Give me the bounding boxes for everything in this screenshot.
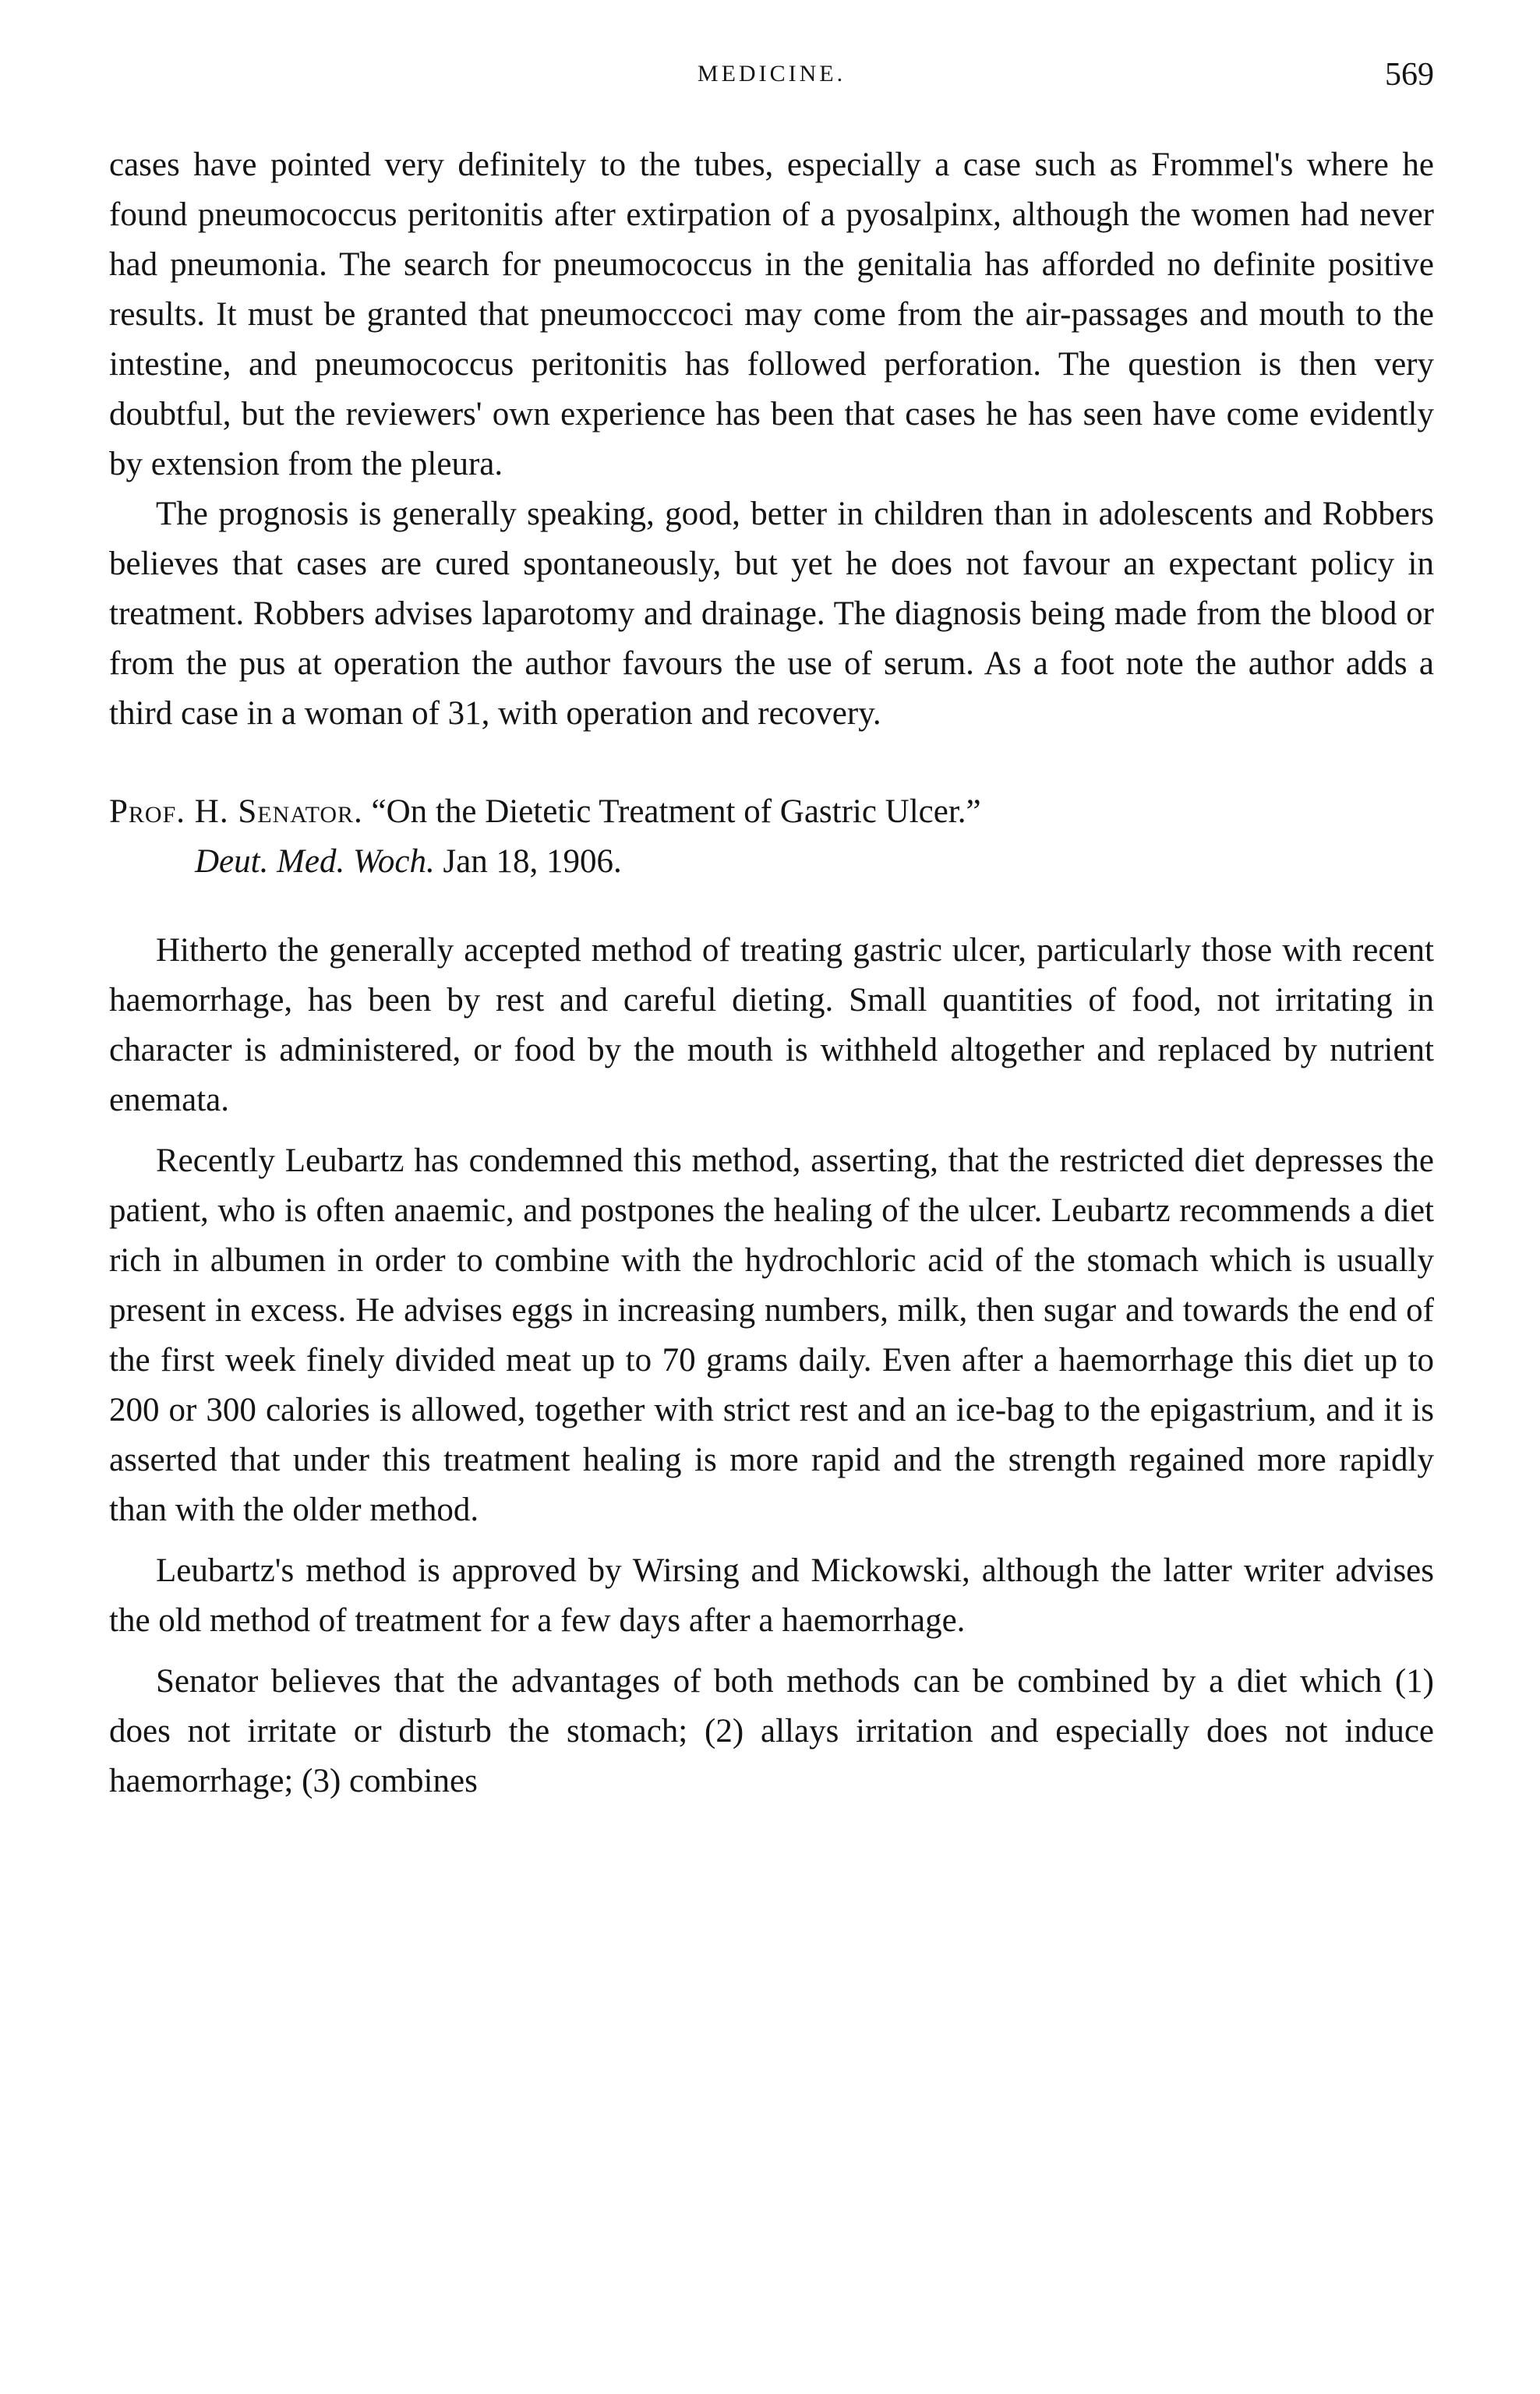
page-number: 569 xyxy=(1385,57,1434,93)
article-citation xyxy=(109,787,1434,887)
citation-date: Jan 18, 1906. xyxy=(443,843,622,880)
paragraph-senator-view: Senator believes that the advantages of both methods can be combined by a diet which (1) does not irritate or disturb the stomach; (2) allays irritation and especially does not induce haemorrhage; (3) combines xyxy=(109,1663,1434,1799)
running-head xyxy=(109,57,1434,108)
paragraph-leubartz-diet: Recently Leubartz has condemned this method, asserting, that the restricted diet depresses the patient, who is often anaemic, and postpones the healing of the ulcer. Leubartz recommends a diet rich in albumen in order to combine with the hydrochloric acid of the stomach which is usually present in excess. He advises eggs in increasing numbers, milk, then sugar and towards the end of the first week finely divided meat up to 70 grams daily. Even after a haemorrhage this diet up to 200 or 300 calories is allowed, together with strict rest and an ice-bag to the epigastrium, and it is asserted that under this treatment healing is more rapid and the strength regained more rapidly than with the older method. xyxy=(109,1142,1434,1528)
paragraph-leubartz-approval: Leubartz's method is approved by Wirsing and Mickowski, although the latter writer advises the old method of treatment for a few days after a haemorrhage. xyxy=(109,1552,1434,1639)
running-head-title: MEDICINE. xyxy=(697,61,846,87)
citation-title: “On the Dietetic Treatment of Gastric Ulcer.” xyxy=(371,793,981,830)
citation-source xyxy=(109,837,1434,887)
citation-author: Prof. H. Senator. xyxy=(109,793,363,830)
citation-journal: Deut. Med. Woch. xyxy=(195,843,435,880)
paragraph-accepted-method: Hitherto the generally accepted method of treating gastric ulcer, particularly those with recent haemorrhage, has been by rest and careful dieting. Small quantities of food, not irritating in character is administered, or food by the mouth is withheld altogether and replaced by nutrient enemata. xyxy=(109,932,1434,1118)
paragraph-prognosis: The prognosis is generally speaking, good, better in children than in adolescents and Robbers believes that cases are cured spontaneously, but yet he does not favour an expectant policy in treatment. Robbers advises laparotomy and drainage. The diagnosis being made from the blood or from the pus at operation the author favours the use of serum. As a foot note the author adds a third case in a woman of 31, with operation and recovery. xyxy=(109,496,1434,732)
body-text xyxy=(109,140,1434,1806)
paragraph-peritonitis-cases: cases have pointed very definitely to the tubes, especially a case such as Frommel's where he found pneumococcus peritonitis after extirpation of a pyosalpinx, although the women had never had pneumonia. The search for pneumococcus in the genitalia has afforded no definite positive results. It must be granted that pneumocccoci may come from the air-passages and mouth to the intestine, and pneumococcus peritonitis has followed perforation. The question is then very doubtful, but the reviewers' own experience has been that cases he has seen have come evidently by extension from the pleura. xyxy=(109,147,1434,482)
